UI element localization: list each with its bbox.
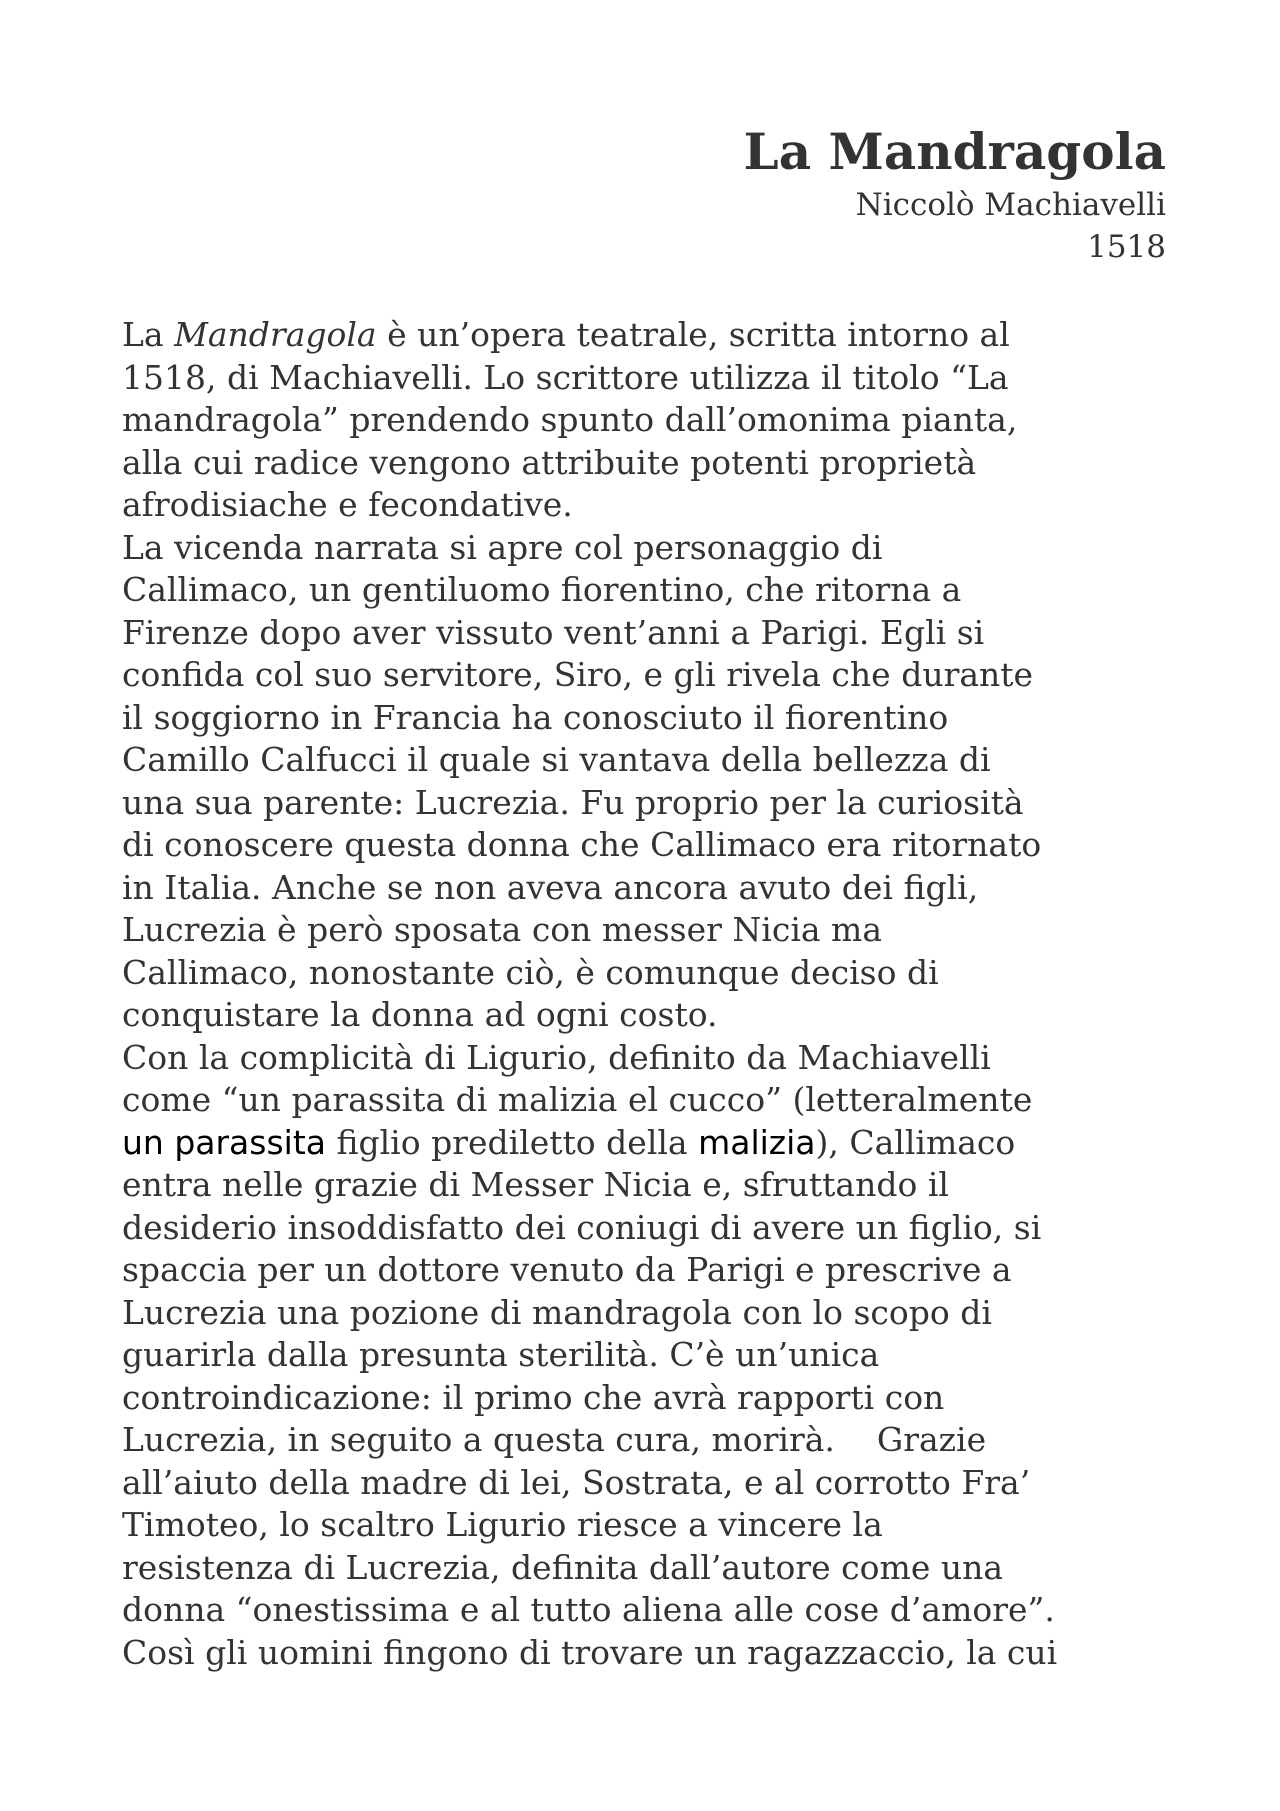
text-line: guarirla dalla presunta sterilità. C’è un’unica (122, 1335, 880, 1374)
text-run: La (122, 315, 175, 354)
text-line: Callimaco, nonostante ciò, è comunque deciso di (122, 952, 939, 992)
sans-run: un parassita (122, 1122, 326, 1162)
text-line: afrodisiache e fecondative. (122, 485, 573, 524)
text-line: mandragola” prendendo spunto dall’omonima pianta, (122, 400, 1018, 439)
italic-title: Mandragola (174, 315, 377, 354)
text-line: controindicazione: il primo che avrà rapporti con (122, 1377, 945, 1417)
body-text (122, 314, 1182, 1674)
text-line: confida col suo servitore, Siro, e gli rivela che durante (122, 655, 1034, 694)
text-line: alla cui radice vengono attribuite potenti proprietà (122, 442, 977, 482)
text-line (122, 1122, 1182, 1165)
document-header (744, 120, 1166, 268)
text-line: Così gli uomini fingono di trovare un ragazzaccio, la cui (122, 1632, 1058, 1672)
text-line: in Italia. Anche se non aveva ancora avuto dei figli, (122, 867, 979, 907)
text-line: una sua parente: Lucrezia. Fu proprio per la curiosità (122, 782, 1024, 822)
text-line: all’aiuto della madre di lei, Sostrata, e al corrotto Fra’ (122, 1462, 1031, 1502)
text-line: resistenza di Lucrezia, definita dall’autore come una (122, 1547, 1004, 1587)
text-line: Lucrezia una pozione di mandragola con lo scopo di (122, 1292, 992, 1332)
text-line: desiderio insoddisfatto dei coniugi di avere un figlio, si (122, 1207, 1042, 1247)
text-line: di conoscere questa donna che Callimaco era ritornato (122, 825, 1042, 864)
document-author: Niccolò Machiavelli (855, 187, 1166, 223)
text-run: figlio prediletto della (326, 1122, 699, 1162)
text-line: Lucrezia è però sposata con messer Nicia ma (122, 910, 882, 949)
text-line: 1518, di Machiavelli. Lo scrittore utilizza il titolo “La (122, 357, 1009, 397)
text-line: il soggiorno in Francia ha conosciuto il fiorentino (122, 697, 949, 737)
text-line: Callimaco, un gentiluomo fiorentino, che ritorna a (122, 570, 962, 609)
text-line: Camillo Calfucci il quale si vantava della bellezza di (122, 740, 991, 779)
document-title: La Mandragola (743, 122, 1166, 181)
sans-run: malizia (698, 1122, 816, 1162)
text-line: conquistare la donna ad ogni costo. (122, 995, 718, 1034)
text-line: donna “onestissima e al tutto aliena alle cose d’amore”. (122, 1590, 1055, 1629)
document-year: 1518 (1087, 229, 1166, 265)
text-line: Timoteo, lo scaltro Ligurio riesce a vincere la (122, 1505, 883, 1544)
text-line: entra nelle grazie di Messer Nicia e, sfruttando il (122, 1165, 949, 1204)
text-line: Firenze dopo aver vissuto vent’anni a Parigi. Egli si (122, 612, 985, 652)
text-line: spaccia per un dottore venuto da Parigi e prescrive a (122, 1250, 1012, 1289)
text-line: Con la complicità di Ligurio, definito da Machiavelli (122, 1037, 991, 1077)
text-run: ), Callimaco (815, 1122, 1016, 1162)
text-line: Lucrezia, in seguito a questa cura, morirà. Grazie (122, 1420, 987, 1459)
text-run: è un’opera teatrale, scritta intorno al (376, 315, 1010, 354)
text-line: come “un parassita di malizia el cucco” (letteralmente (122, 1080, 1033, 1119)
text-line (122, 314, 1182, 357)
text-line: La vicenda narrata si apre col personaggio di (122, 527, 883, 567)
